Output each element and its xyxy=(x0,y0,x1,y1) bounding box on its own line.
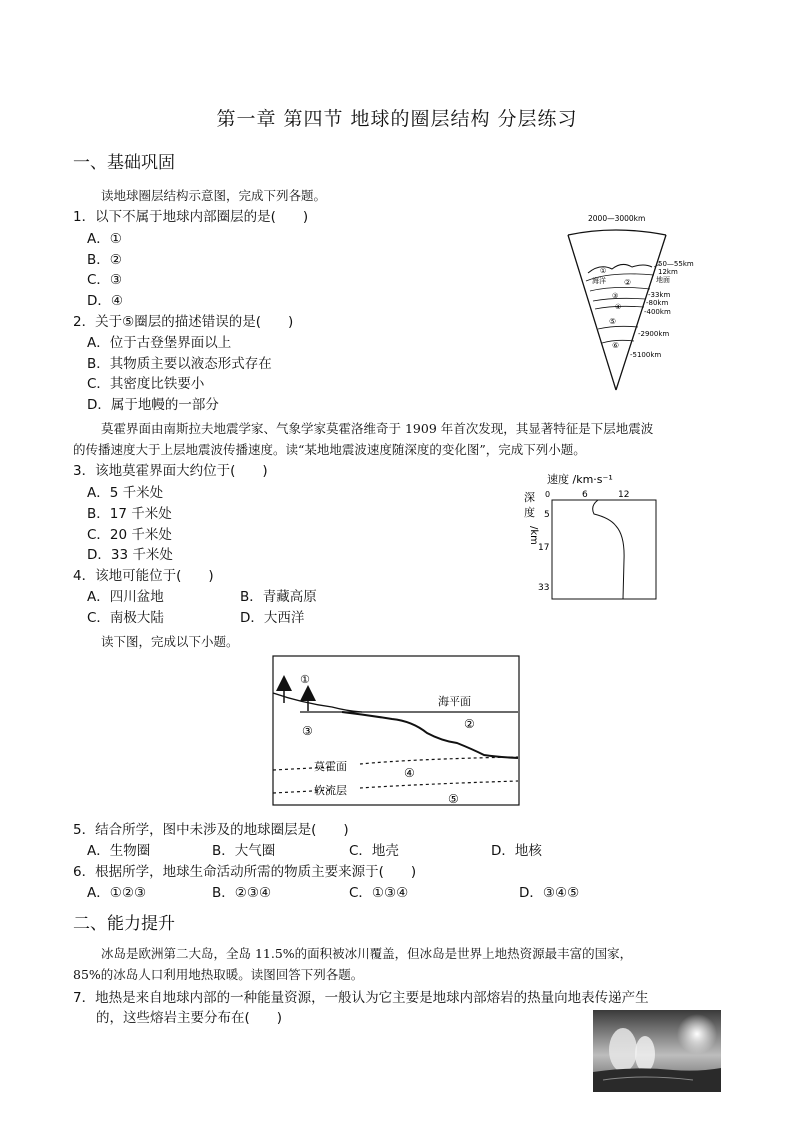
fig1-region-4: ④ xyxy=(615,303,622,311)
question-2-option-c[interactable]: C．其密度比铁要小 xyxy=(87,376,205,392)
fig3-sea-level-label: 海平面 xyxy=(438,695,471,708)
fig2-x-tick-12: 12 xyxy=(618,490,630,500)
intro-text-2-line1: 莫霍界面由南斯拉夫地震学家、气象学家莫霍洛维奇于 1909 年首次发现，其显著特征是下层地震波 xyxy=(101,421,654,436)
question-6-option-d[interactable]: D．③④⑤ xyxy=(519,885,580,901)
fig1-label-80: -80km xyxy=(646,299,669,307)
question-1-option-d[interactable]: D．④ xyxy=(87,293,123,309)
fig1-label-2900: -2900km xyxy=(638,330,670,338)
fig2-y-tick-17: 17 xyxy=(538,543,550,553)
fig1-label-50-55: 50—55km xyxy=(658,260,694,268)
question-5-stem: 5．结合所学，图中未涉及的地球圈层是( ) xyxy=(73,822,349,838)
question-2-stem: 2．关于⑤圈层的描述错误的是( ) xyxy=(73,314,294,330)
section-heading-basic: 一、基础巩固 xyxy=(73,153,175,173)
fig3-region-5: ⑤ xyxy=(448,792,459,806)
fig3-region-2: ② xyxy=(464,717,475,731)
question-4-stem: 4．该地可能位于( ) xyxy=(73,568,214,584)
question-3-stem: 3．该地莫霍界面大约位于( ) xyxy=(73,463,268,479)
intro-text-3: 读下图，完成以下小题。 xyxy=(101,634,239,649)
question-2-option-d[interactable]: D．属于地幔的一部分 xyxy=(87,397,219,413)
question-3-option-d[interactable]: D．33 千米处 xyxy=(87,547,173,563)
question-1-option-b[interactable]: B．② xyxy=(87,252,122,268)
question-6-option-c[interactable]: C．①③④ xyxy=(349,885,409,901)
fig3-region-1: ① xyxy=(300,673,310,686)
question-4-option-a[interactable]: A．四川盆地 xyxy=(87,589,164,605)
fig3-asthenosphere-label: 软流层 xyxy=(314,784,347,797)
question-3-option-a[interactable]: A．5 千米处 xyxy=(87,485,164,501)
fig2-y-tick-5: 5 xyxy=(544,510,550,520)
question-1-stem: 1．以下不属于地球内部圈层的是( ) xyxy=(73,209,309,225)
fig1-region-1: ① xyxy=(600,267,607,275)
question-4-option-b[interactable]: B．青藏高原 xyxy=(240,589,317,605)
question-3-option-c[interactable]: C．20 千米处 xyxy=(87,527,172,543)
fig2-x-axis-label: 速度 /km·s⁻¹ xyxy=(547,473,613,486)
fig1-label-ground: 地面 xyxy=(656,276,670,284)
fig2-y-axis-label-2: 度 xyxy=(524,506,535,519)
intro-text-1: 读地球圈层结构示意图，完成下列各题。 xyxy=(101,188,327,203)
intro-text-2-line2: 的传播速度大于上层地震波传播速度。读“某地地震波速度随深度的变化图”，完成下列小题。 xyxy=(73,442,586,457)
fig3-moho-label: 莫霍面 xyxy=(314,760,347,773)
fig1-region-2: ② xyxy=(624,278,632,287)
intro-text-4-line2: 85%的冰岛人口利用地热取暖。读图回答下列各题。 xyxy=(73,967,364,982)
question-6-stem: 6．根据所学，地球生命活动所需的物质主要来源于( ) xyxy=(73,864,417,880)
question-5-option-c[interactable]: C．地壳 xyxy=(349,843,399,859)
seismic-velocity-figure xyxy=(520,470,665,605)
fig1-label-5100: -5100km xyxy=(630,351,662,359)
question-3-option-b[interactable]: B．17 千米处 xyxy=(87,506,172,522)
fig1-region-3: ③ xyxy=(612,292,619,300)
question-5-option-b[interactable]: B．大气圈 xyxy=(212,843,276,859)
fig2-x-tick-6: 6 xyxy=(582,490,588,500)
question-6-option-b[interactable]: B．②③④ xyxy=(212,885,272,901)
fig2-y-tick-33: 33 xyxy=(538,583,550,593)
fig1-label-400: -400km xyxy=(644,308,671,316)
question-5-option-a[interactable]: A．生物圈 xyxy=(87,843,151,859)
page-title: 第一章 第四节 地球的圈层结构 分层练习 xyxy=(216,108,578,130)
question-5-option-d[interactable]: D．地核 xyxy=(491,843,542,859)
question-7-stem-line2: 的，这些熔岩主要分布在( ) xyxy=(96,1010,283,1026)
fig1-region-6: ⑥ xyxy=(612,341,620,350)
fig1-label-12km: 12km xyxy=(658,268,678,276)
fig1-top-label: 2000—3000km xyxy=(588,214,646,223)
fig3-region-4: ④ xyxy=(404,766,415,780)
question-7-stem-line1: 7．地热是来自地球内部的一种能量资源，一般认为它主要是地球内部熔岩的热量向地表传递产生 xyxy=(73,990,649,1006)
question-4-option-c[interactable]: C．南极大陆 xyxy=(87,610,164,626)
question-4-option-d[interactable]: D．大西洋 xyxy=(240,610,305,626)
section-heading-advanced: 二、能力提升 xyxy=(73,914,175,934)
fig1-region-5: ⑤ xyxy=(609,317,617,326)
fig1-region-ocean: 海洋 xyxy=(592,277,606,285)
question-2-option-b[interactable]: B．其物质主要以液态形式存在 xyxy=(87,356,272,372)
fig2-y-axis-label-3: /km xyxy=(528,526,539,545)
cross-section-figure xyxy=(272,655,521,807)
fig2-x-tick-0: 0 xyxy=(545,490,551,499)
fig1-label-33: -33km xyxy=(648,291,671,299)
question-6-option-a[interactable]: A．①②③ xyxy=(87,885,147,901)
question-2-option-a[interactable]: A．位于古登堡界面以上 xyxy=(87,335,232,351)
fig3-region-3: ③ xyxy=(302,724,313,738)
earth-layers-figure xyxy=(560,205,720,395)
fig2-y-axis-label-1: 深 xyxy=(524,491,535,504)
geothermal-photo xyxy=(593,1010,721,1092)
question-1-option-c[interactable]: C．③ xyxy=(87,272,123,288)
question-1-option-a[interactable]: A．① xyxy=(87,231,122,247)
intro-text-4-line1: 冰岛是欧洲第二大岛，全岛 11.5%的面积被冰川覆盖，但冰岛是世界上地热资源最丰富的国家， xyxy=(101,946,633,961)
